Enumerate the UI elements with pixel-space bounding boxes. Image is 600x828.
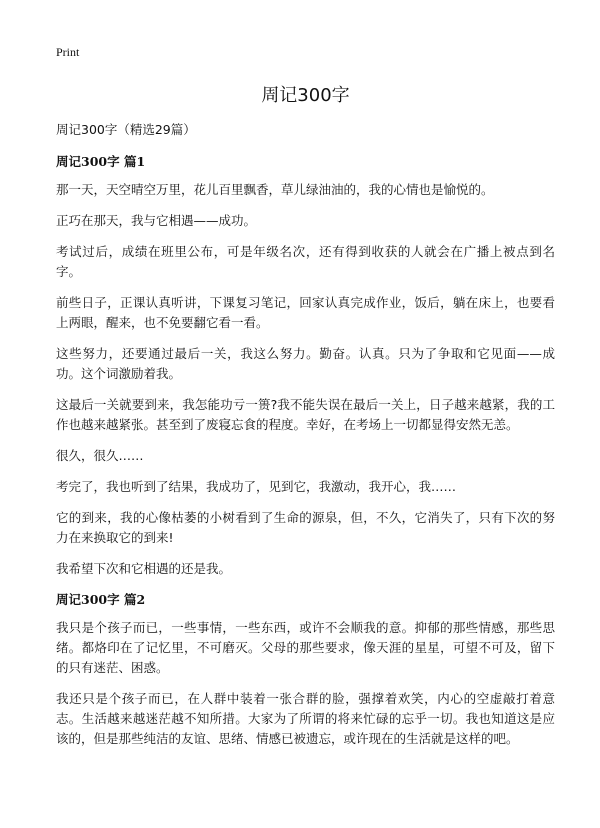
section-2 bbox=[56, 590, 555, 749]
paragraph: 这些努力，还要通过最后一关，我这么努力。勤奋。认真。只为了争取和它见面——成功。这个词激励着我。 bbox=[56, 346, 555, 381]
print-label: Print bbox=[56, 45, 80, 59]
section-1 bbox=[56, 152, 555, 579]
section-heading: 周记300字 篇1 bbox=[56, 154, 146, 169]
paragraph: 考试过后，成绩在班里公布，可是年级名次，还有得到收获的人就会在广播上被点到名字。 bbox=[56, 244, 555, 279]
paragraph: 考完了，我也听到了结果，我成功了，见到它，我激动，我开心，我…… bbox=[56, 479, 457, 494]
document-subtitle: 周记300字（精选29篇） bbox=[56, 122, 196, 137]
paragraph: 我只是个孩子而已，一些事情，一些东西，或许不会顺我的意。抑郁的那些情感，那些思绪。都烙印在了记忆里，不可磨灭。父母的那些要求，像天涯的星星，可望不可及，留下的只有迷茫、困惑。 bbox=[56, 620, 555, 675]
paragraph: 那一天，天空晴空万里，花儿百里飘香，草儿绿油油的，我的心情也是愉悦的。 bbox=[56, 182, 494, 197]
paragraph: 正巧在那天，我与它相遇——成功。 bbox=[56, 213, 257, 228]
paragraph: 我还只是个孩子而已，在人群中装着一张合群的脸，强撑着欢笑，内心的空虚敲打着意志。生活越来越迷茫越不知所措。大家为了所谓的将来忙碌的忘乎一切。我也知道这是应该的，但是那些纯洁的友谊、思绪、情感已被遗忘，或许现在的生活就是这样的吧。 bbox=[56, 691, 555, 746]
document-title: 周记300字 bbox=[261, 85, 350, 106]
paragraph: 我希望下次和它相遇的还是我。 bbox=[56, 561, 232, 576]
paragraph: 这最后一关就要到来，我怎能功亏一篑?我不能失误在最后一关上，日子越来越紧，我的工作也越来越紧张。甚至到了废寝忘食的程度。幸好，在考场上一切都显得安然无恙。 bbox=[56, 397, 555, 432]
paragraph: 它的到来，我的心像枯萎的小树看到了生命的源泉，但，不久，它消失了，只有下次的努力在来换取它的到来! bbox=[56, 510, 555, 545]
paragraph: 很久，很久…… bbox=[56, 448, 144, 463]
section-heading: 周记300字 篇2 bbox=[56, 592, 146, 607]
paragraph: 前些日子，正课认真听讲，下课复习笔记，回家认真完成作业，饭后，躺在床上，也要看上两眼，醒来，也不免要翻它看一看。 bbox=[56, 295, 555, 330]
